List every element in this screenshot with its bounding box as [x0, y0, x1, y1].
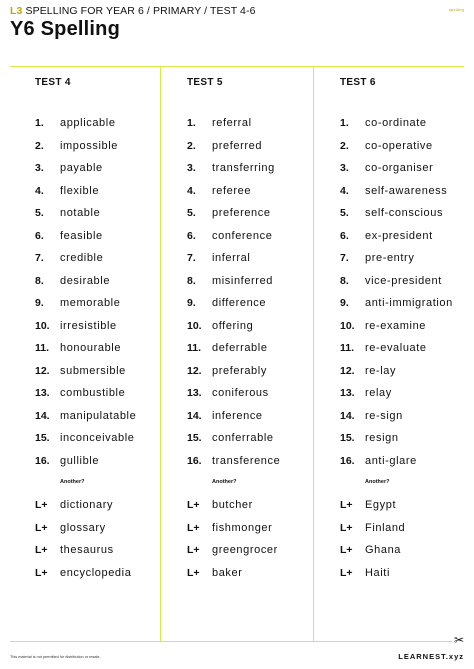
- page-header: [10, 5, 464, 41]
- spelling-word: conference: [212, 229, 273, 242]
- spelling-word: self-conscious: [365, 207, 444, 219]
- list-item: [340, 409, 474, 432]
- spelling-word: notable: [60, 207, 101, 219]
- list-item: [35, 521, 175, 544]
- spelling-word: credible: [60, 252, 104, 264]
- item-number: 11.: [35, 342, 50, 354]
- spelling-word: anti-immigration: [365, 297, 453, 309]
- another-label: Another?: [365, 479, 390, 485]
- item-number: 11.: [187, 342, 202, 354]
- list-item: [340, 251, 474, 274]
- spelling-word: transference: [212, 454, 281, 467]
- breadcrumb-path: SPELLING FOR YEAR 6 / PRIMARY / TEST 4-6: [25, 5, 256, 17]
- list-item: [187, 139, 327, 162]
- item-number: 5.: [187, 207, 196, 219]
- list-item: [340, 161, 474, 184]
- item-number: L+: [340, 544, 353, 556]
- item-number: 9.: [187, 297, 196, 309]
- spelling-word: manipulatable: [60, 409, 137, 422]
- list-item: [35, 229, 175, 252]
- spelling-word: referral: [212, 117, 252, 129]
- item-number: L+: [340, 566, 353, 579]
- list-item: [340, 206, 474, 229]
- list-item: [187, 161, 327, 184]
- spelling-word: referee: [212, 184, 252, 197]
- page-title: Y6 Spelling: [10, 18, 121, 40]
- spelling-word: combustible: [60, 387, 126, 399]
- item-number: 16.: [187, 454, 202, 467]
- another-label: Another?: [212, 479, 237, 485]
- item-number: 10.: [35, 319, 50, 332]
- item-number: 12.: [35, 364, 50, 377]
- list-item: [35, 116, 175, 139]
- word-list: [35, 116, 175, 588]
- item-number: 1.: [35, 117, 44, 129]
- spelling-word: glossary: [60, 521, 106, 534]
- list-item: [35, 251, 175, 274]
- spelling-word: applicable: [60, 117, 116, 129]
- spelling-word: gullible: [60, 454, 100, 467]
- list-item: [35, 409, 175, 432]
- item-number: 3.: [340, 162, 349, 174]
- item-number: 15.: [35, 432, 50, 444]
- item-number: L+: [340, 521, 353, 534]
- spelling-word: co-organiser: [365, 162, 434, 174]
- spelling-word: offering: [212, 319, 254, 332]
- list-item: [340, 296, 474, 319]
- item-number: 10.: [187, 319, 202, 332]
- spelling-word: preference: [212, 207, 271, 219]
- spelling-word: thesaurus: [60, 544, 114, 556]
- corner-tag: spelling: [448, 7, 464, 12]
- spelling-word: vice-president: [365, 274, 442, 287]
- list-item: [340, 521, 474, 544]
- spelling-word: greengrocer: [212, 544, 278, 556]
- brand-logo: LEARNEST.xyz: [398, 652, 464, 661]
- column-title: TEST 5: [187, 77, 223, 88]
- spelling-word: desirable: [60, 274, 111, 287]
- spelling-word: deferrable: [212, 342, 268, 354]
- item-number: 6.: [35, 229, 44, 242]
- list-item: [340, 543, 474, 566]
- item-number: 9.: [35, 297, 44, 309]
- list-item: [340, 274, 474, 297]
- item-number: 9.: [340, 297, 349, 309]
- list-item: [340, 184, 474, 207]
- item-number: L+: [187, 566, 200, 579]
- spelling-word: encyclopedia: [60, 566, 132, 579]
- item-number: 4.: [340, 184, 349, 197]
- list-item: [187, 454, 327, 477]
- list-item: [340, 139, 474, 162]
- list-item: [340, 431, 474, 454]
- spelling-word: anti-glare: [365, 454, 417, 467]
- item-number: 4.: [187, 184, 196, 197]
- another-label: Another?: [60, 479, 85, 485]
- list-item: [35, 498, 175, 521]
- spelling-word: inference: [212, 409, 263, 422]
- list-item: [340, 454, 474, 477]
- column-test-4: [35, 76, 175, 588]
- spelling-word: co-ordinate: [365, 117, 427, 129]
- item-number: 13.: [35, 387, 50, 399]
- spelling-word: Egypt: [365, 499, 397, 511]
- spelling-word: inconceivable: [60, 432, 135, 444]
- item-number: 14.: [340, 409, 355, 422]
- spelling-word: re-evaluate: [365, 342, 427, 354]
- spelling-word: ex-president: [365, 229, 433, 242]
- item-number: 4.: [35, 184, 44, 197]
- item-number: 13.: [187, 387, 202, 399]
- list-item: [187, 543, 327, 566]
- list-item: [35, 431, 175, 454]
- spelling-word: payable: [60, 162, 103, 174]
- item-number: 2.: [187, 139, 196, 152]
- item-number: 10.: [340, 319, 355, 332]
- item-number: L+: [35, 521, 48, 534]
- item-number: 6.: [187, 229, 196, 242]
- spelling-word: preferably: [212, 364, 267, 377]
- list-item: [187, 184, 327, 207]
- list-item: [340, 319, 474, 342]
- item-number: 12.: [187, 364, 202, 377]
- spelling-word: inferral: [212, 252, 251, 264]
- spelling-word: transferring: [212, 162, 275, 174]
- item-number: 12.: [340, 364, 355, 377]
- item-number: 6.: [340, 229, 349, 242]
- list-item: [187, 521, 327, 544]
- spelling-word: difference: [212, 297, 267, 309]
- list-item: [187, 364, 327, 387]
- item-number: 15.: [187, 432, 202, 444]
- breadcrumb: [10, 5, 464, 17]
- spelling-word: misinferred: [212, 274, 274, 287]
- item-number: 8.: [35, 274, 44, 287]
- spelling-word: co-operative: [365, 139, 433, 152]
- item-number: 14.: [187, 409, 202, 422]
- list-item: [187, 566, 327, 589]
- cut-line: [10, 641, 464, 642]
- item-number: L+: [35, 499, 48, 511]
- list-item: [35, 274, 175, 297]
- list-item: [340, 498, 474, 521]
- list-item: [187, 296, 327, 319]
- list-item: [187, 116, 327, 139]
- spelling-word: flexible: [60, 184, 100, 197]
- list-item: [35, 184, 175, 207]
- item-number: 13.: [340, 387, 355, 399]
- column-test-6: [340, 76, 474, 588]
- spelling-word: baker: [212, 566, 243, 579]
- spelling-word: relay: [365, 387, 392, 399]
- spelling-word: Finland: [365, 521, 406, 534]
- spelling-word: conferrable: [212, 432, 274, 444]
- list-item: [340, 364, 474, 387]
- list-item: [187, 409, 327, 432]
- list-item: [187, 341, 327, 364]
- spelling-word: re-lay: [365, 364, 397, 377]
- list-item: [35, 543, 175, 566]
- level-badge: L3: [10, 5, 23, 17]
- item-number: 5.: [35, 207, 44, 219]
- column-title: TEST 6: [340, 77, 376, 88]
- spelling-word: dictionary: [60, 499, 114, 511]
- spelling-word: fishmonger: [212, 521, 273, 534]
- spelling-word: irresistible: [60, 319, 117, 332]
- item-number: L+: [340, 499, 353, 511]
- item-number: 3.: [187, 162, 196, 174]
- item-number: 2.: [35, 139, 44, 152]
- list-item: [35, 319, 175, 342]
- list-item: [187, 498, 327, 521]
- spelling-word: impossible: [60, 139, 118, 152]
- list-item: [340, 386, 474, 409]
- spelling-word: Ghana: [365, 544, 402, 556]
- top-divider: [10, 66, 464, 67]
- item-number: 7.: [35, 252, 44, 264]
- list-item: [187, 274, 327, 297]
- item-number: 16.: [35, 454, 50, 467]
- word-list: [187, 116, 327, 588]
- list-item: [35, 386, 175, 409]
- spelling-word: feasible: [60, 229, 103, 242]
- list-item: [187, 229, 327, 252]
- list-item: [187, 386, 327, 409]
- item-number: L+: [187, 521, 200, 534]
- item-number: L+: [187, 544, 200, 556]
- list-item: [340, 566, 474, 589]
- spelling-word: self-awareness: [365, 184, 448, 197]
- list-item: [35, 139, 175, 162]
- spelling-word: honourable: [60, 342, 122, 354]
- spelling-word: coniferous: [212, 387, 269, 399]
- word-list: [340, 116, 474, 588]
- item-number: 15.: [340, 432, 355, 444]
- spelling-word: memorable: [60, 297, 121, 309]
- spelling-word: preferred: [212, 139, 263, 152]
- list-item: [35, 296, 175, 319]
- scissors-icon: ✂: [453, 633, 464, 647]
- list-item: [35, 206, 175, 229]
- list-item: [35, 341, 175, 364]
- item-number: 8.: [340, 274, 349, 287]
- item-number: 7.: [340, 252, 349, 264]
- item-number: L+: [187, 499, 200, 511]
- item-number: 1.: [340, 117, 349, 129]
- item-number: 8.: [187, 274, 196, 287]
- column-title: TEST 4: [35, 77, 71, 88]
- item-number: 3.: [35, 162, 44, 174]
- list-item: [187, 431, 327, 454]
- list-item: [35, 161, 175, 184]
- item-number: 7.: [187, 252, 196, 264]
- column-test-5: [187, 76, 327, 588]
- item-number: 14.: [35, 409, 50, 422]
- list-item: [35, 566, 175, 589]
- spelling-word: submersible: [60, 364, 126, 377]
- spelling-word: pre-entry: [365, 252, 415, 264]
- item-number: L+: [35, 566, 48, 579]
- item-number: 11.: [340, 342, 355, 354]
- footer-note: This material is not permitted for distribution or resale.: [10, 655, 101, 659]
- spelling-word: re-examine: [365, 319, 427, 332]
- list-item: [340, 116, 474, 139]
- item-number: 1.: [187, 117, 196, 129]
- list-item: [187, 251, 327, 274]
- list-item: [35, 454, 175, 477]
- spelling-word: Haiti: [365, 566, 391, 579]
- list-item: [340, 341, 474, 364]
- item-number: 16.: [340, 454, 355, 467]
- spelling-word: butcher: [212, 499, 253, 511]
- list-item: [35, 364, 175, 387]
- spelling-word: resign: [365, 432, 399, 444]
- item-number: L+: [35, 544, 48, 556]
- list-item: [187, 319, 327, 342]
- list-item: [187, 206, 327, 229]
- item-number: 5.: [340, 207, 349, 219]
- item-number: 2.: [340, 139, 349, 152]
- list-item: [340, 229, 474, 252]
- spelling-word: re-sign: [365, 409, 403, 422]
